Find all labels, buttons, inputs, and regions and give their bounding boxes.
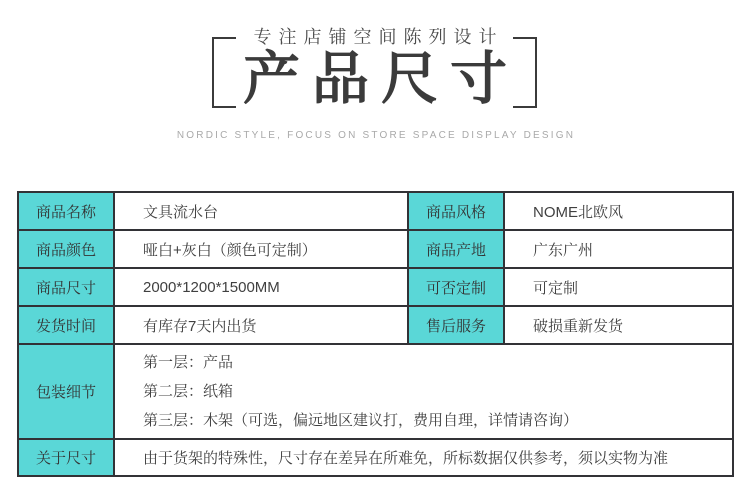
label-cell-product-name: 商品名称 — [18, 192, 114, 230]
packaging-line-2: 第二层：纸箱 — [143, 383, 234, 400]
value-cell-product-origin: 广东广州 — [504, 230, 733, 268]
table-row — [18, 192, 733, 230]
value-cell-product-color: 哑白+灰白（颜色可定制） — [114, 230, 408, 268]
value-cell-product-style: NOME北欧风 — [504, 192, 733, 230]
label-cell-product-style: 商品风格 — [408, 192, 504, 230]
table-row — [18, 306, 733, 344]
value-cell-delivery-time: 有库存7天内出货 — [114, 306, 408, 344]
value-cell-product-size: 2000*1200*1500MM — [114, 268, 408, 306]
value-cell-size-note: 由于货架的特殊性，尺寸存在差异在所难免，所标数据仅供参考，须以实物为准 — [114, 439, 733, 476]
label-cell-size-note: 关于尺寸 — [18, 439, 114, 476]
hero-subtitle: NORDIC STYLE, FOCUS ON STORE SPACE DISPLAY DESIGN — [176, 130, 576, 141]
table-row — [18, 268, 733, 306]
label-cell-after-sales: 售后服务 — [408, 306, 504, 344]
label-cell-product-color: 商品颜色 — [18, 230, 114, 268]
hero-tagline: 专注店铺空间陈列设计 — [253, 27, 504, 47]
table-row-size-note — [18, 439, 733, 476]
label-cell-product-size: 商品尺寸 — [18, 268, 114, 306]
table-row-packaging — [18, 344, 733, 439]
label-cell-delivery-time: 发货时间 — [18, 306, 114, 344]
hero-header — [0, 0, 750, 170]
value-cell-customizable: 可定制 — [504, 268, 733, 306]
table-row — [18, 230, 733, 268]
value-cell-after-sales: 破损重新发货 — [504, 306, 733, 344]
packaging-line-1: 第一层：产品 — [143, 354, 234, 371]
label-cell-product-origin: 商品产地 — [408, 230, 504, 268]
label-cell-customizable: 可否定制 — [408, 268, 504, 306]
page-title: 产品尺寸 — [243, 47, 519, 111]
value-cell-packaging — [114, 344, 733, 439]
packaging-line-3: 第三层：木架（可选，偏远地区建议打，费用自理，详情请咨询） — [143, 412, 579, 429]
product-spec-table — [17, 191, 734, 477]
value-cell-product-name: 文具流水台 — [114, 192, 408, 230]
label-cell-packaging: 包装细节 — [18, 344, 114, 439]
